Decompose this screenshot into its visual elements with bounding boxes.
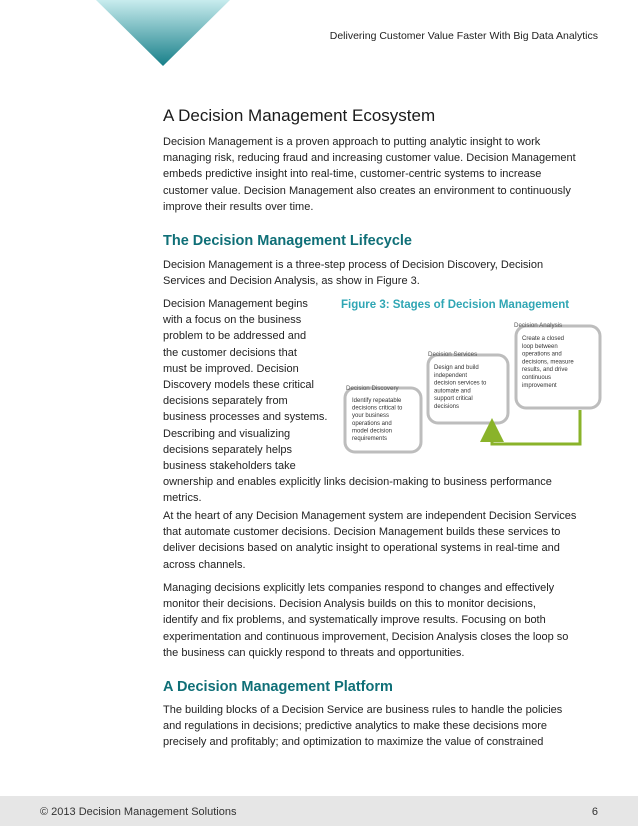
paragraph-line: embeds predictive insight into real-time, customer-centric systems to increase: [163, 168, 542, 181]
paragraph-line: deliver decisions based on analytic insight to operational systems in real-time and: [163, 542, 560, 555]
paragraph-line: Managing decisions explicitly lets companies respond to changes and effectively: [163, 582, 555, 594]
paragraph-line: managing risk, reducing fraud and increasing customer value. Decision Management: [163, 152, 576, 165]
paragraph-line: the business can quickly respond to threats and opportunities.: [163, 646, 465, 659]
lifecycle-para2: [163, 508, 603, 573]
paragraph-line: decisions separately from: [163, 395, 288, 408]
analysis-stage-label: Decision Analysis: [514, 322, 563, 329]
paragraph-line: The building blocks of a Decision Service are business rules to handle the policies: [163, 704, 563, 716]
paragraph-line: business stakeholders take: [163, 460, 296, 473]
paragraph-line: customer value. Decision Management also creates an environment to continuously: [163, 184, 571, 197]
section-heading: The Decision Management Lifecycle: [163, 233, 412, 249]
paragraph-line: ownership and enables explicitly links decision-making to business performance: [163, 476, 552, 489]
paragraph-line: improve their results over time.: [163, 200, 314, 213]
section-lifecycle: [163, 233, 603, 249]
paragraph-line: business processes and systems.: [163, 411, 328, 424]
paragraph-line: with a focus on the business: [163, 314, 302, 327]
analysis-stage-text: Create a closed loop between operations and decisions, measure results, and drive continuous improvement: [522, 336, 574, 389]
paragraph-line: the customer decisions that: [163, 346, 297, 359]
paragraph-line: Services and Decision Analysis, as show in Figure 3.: [163, 275, 420, 288]
section-platform: [163, 679, 603, 695]
section-ecosystem-body: [163, 134, 603, 215]
stages-diagram: [342, 318, 604, 454]
paragraph-line: Decision Management is a three-step process of Decision Discovery, Decision: [163, 259, 544, 271]
paragraph-line: must be improved. Decision: [163, 362, 299, 375]
header-triangle-decoration: [96, 0, 230, 66]
paragraph-line: and regulations in decisions; predictive analytics to make these decisions more: [163, 720, 547, 733]
paragraph-line: Describing and visualizing: [163, 427, 291, 440]
discovery-stage-text: Identify repeatable decisions critical to your business operations and model decision requirements: [352, 398, 403, 442]
paragraph-line: Discovery models these critical: [163, 379, 314, 392]
paragraph-line: that automate customer decisions. Decision Management builds these services to: [163, 526, 561, 539]
paragraph-line: across channels.: [163, 558, 246, 571]
paragraph-line: metrics.: [163, 492, 202, 505]
section-heading: A Decision Management Ecosystem: [163, 106, 436, 125]
paragraph-line: problem to be addressed and: [163, 330, 307, 343]
section-heading: A Decision Management Platform: [163, 679, 393, 695]
paragraph-line: monitor their decisions. Decision Analysis builds on this to monitor decisions,: [163, 598, 536, 611]
section-ecosystem: [163, 106, 603, 126]
paragraph-line: experimentation and continuous improvement, Decision Analysis closes the loop so: [163, 630, 569, 643]
footer-copyright: © 2013 Decision Management Solutions: [40, 806, 237, 818]
services-stage-label: Decision Services: [428, 351, 478, 358]
lifecycle-para3: [163, 580, 603, 661]
page-number: 6: [591, 806, 598, 818]
page-footer: [0, 796, 638, 826]
paragraph-line: Decision Management begins: [163, 298, 308, 310]
paragraph-line: precisely and profitably; and optimization to maximize the value of constrained: [163, 736, 544, 749]
paragraph-line: At the heart of any Decision Management system are independent Decision Services: [163, 510, 577, 522]
paragraph-line: decisions separately helps: [163, 443, 293, 456]
services-stage-text: Design and build independent decision services to automate and support critical decisions: [434, 365, 487, 410]
paragraph-line: identify and fix problems, and systematically improve results. Focusing on both: [163, 614, 546, 627]
discovery-stage-label: Decision Discovery: [346, 385, 399, 392]
running-header: Delivering Customer Value Faster With Big Data Analytics: [329, 30, 598, 42]
figure-title: Figure 3: Stages of Decision Management: [341, 299, 570, 311]
paragraph-line: Decision Management is a proven approach to putting analytic insight to work: [163, 136, 541, 148]
section-platform-body: [163, 702, 603, 751]
lifecycle-intro: [163, 257, 603, 289]
